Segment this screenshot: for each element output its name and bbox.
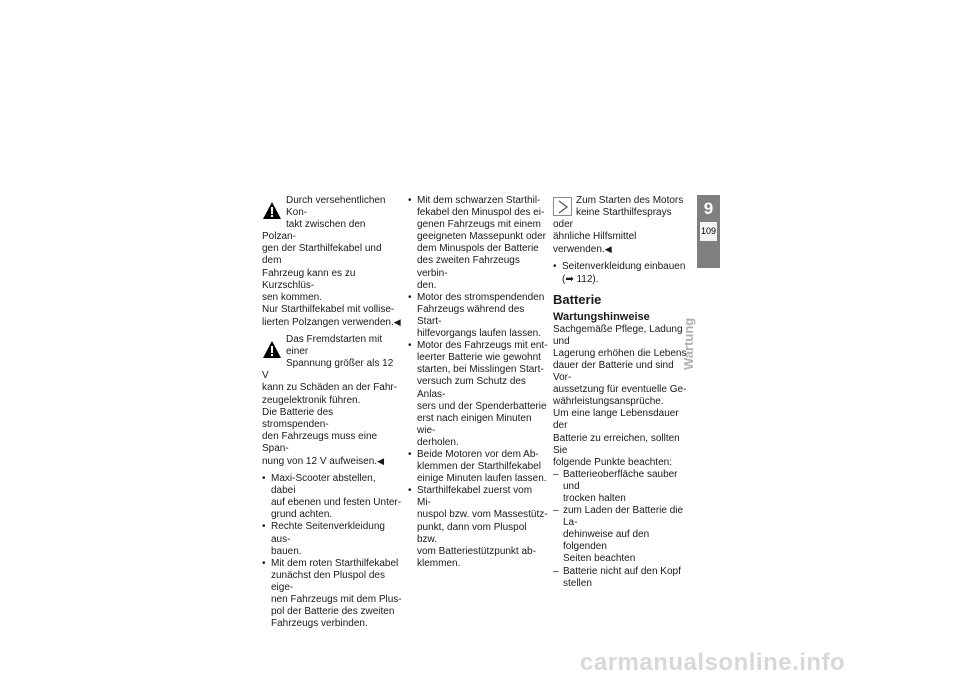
list-item: • Starthilfekabel zuerst vom Mi- nuspol bzw. vom Massestütz- punkt, dann vom Pluspol bzw. vom Batteriestützpunkt ab- klemmen.: [408, 485, 548, 570]
list-item: – Batterieoberfläche sauber und trocken halten: [553, 469, 693, 505]
list-item: • Rechte Seitenverkleidung aus- bauen.: [262, 521, 402, 557]
section-label: Wartung: [681, 317, 696, 370]
list-item: • Motor des stromspendenden Fahrzeugs während des Start- hilfevorgangs laufen lassen.: [408, 292, 548, 340]
end-mark-icon: ◀: [377, 455, 385, 466]
dash-list: [553, 469, 693, 590]
column-1: [262, 195, 402, 630]
list-item: • Mit dem roten Starthilfekabel zunächst den Pluspol des eige- nen Fahrzeugs mit dem Plus- pol der Batterie des zweiten Fahrzeugs verbinden.: [262, 558, 402, 631]
warning-triangle-icon: [262, 201, 282, 221]
hint-block: [553, 195, 693, 256]
warning-block-voltage: [262, 334, 402, 468]
chapter-number: 9: [703, 199, 714, 218]
subsection-heading: Wartungshinweise: [553, 310, 650, 323]
watermark-text: carmanualsonline.info: [580, 649, 846, 676]
step-list: [553, 261, 693, 285]
warning-text: Das Fremdstarten mit einer Spannung größer als 12 V kann zu Schäden an der Fahr- zeugelektronik führen. Die Batterie des stromspenden- den Fahrzeugs muss eine Span- nung von 12 V aufweisen.◀: [262, 334, 398, 467]
hint-arrow-icon: [553, 197, 572, 216]
column-2: [408, 195, 548, 570]
end-mark-icon: ◀: [393, 316, 401, 327]
hint-text: Zum Starten des Motors keine Starthilfesprays oder ähnliche Hilfsmittel verwenden.◀: [553, 195, 684, 256]
list-item: • Beide Motoren vor dem Ab- klemmen der Starthilfekabel einige Minuten laufen lassen.: [408, 449, 548, 485]
list-item: • Maxi-Scooter abstellen, dabei auf ebenen und festen Unter- grund achten.: [262, 473, 402, 521]
list-item: – Batterie nicht auf den Kopf stellen: [553, 566, 693, 590]
page-number: 109: [700, 226, 717, 236]
warning-triangle-icon: [262, 340, 282, 360]
section-heading: Batterie: [553, 291, 602, 307]
warning-block-short-circuit: [262, 195, 402, 329]
warning-text: Durch versehentlichen Kon- takt zwischen den Polzan- gen der Starthilfekabel und dem Fahrzeug kann es zu Kurzschlüs- sen kommen. Nur Starthilfekabel mit vollise- lierten Polzangen verwenden.◀: [262, 195, 401, 328]
column-3: [553, 195, 693, 590]
step-list: [262, 473, 402, 630]
step-list: [408, 195, 548, 570]
end-mark-icon: ◀: [604, 244, 612, 255]
list-item: – zum Laden der Batterie die La- dehinweise auf den folgenden Seiten beachten: [553, 505, 693, 565]
body-paragraph: Sachgemäße Pflege, Ladung und Lagerung erhöhen die Lebens- dauer der Batterie und sind Vor- aussetzung für eventuelle Ge- währleistungsansprüche. Um eine lange Lebensdauer der Batterie zu erreichen, sollten Sie folgende Punkte beachten:: [553, 323, 690, 468]
list-item: • Seitenverkleidung einbauen (➡ 112).: [553, 261, 693, 285]
list-item: • Motor des Fahrzeugs mit ent- leerter Batterie wie gewohnt starten, bei Misslingen Start- versuch zum Schutz des Anlas- sers und der Spenderbatterie erst nach einigen Minuten wie- derholen.: [408, 340, 548, 449]
list-item: • Mit dem schwarzen Starthil- fekabel den Minuspol des ei- genen Fahrzeugs mit einem geeigneten Massepunkt oder dem Minuspols der Batterie des zweiten Fahrzeugs verbin- den.: [408, 195, 548, 292]
